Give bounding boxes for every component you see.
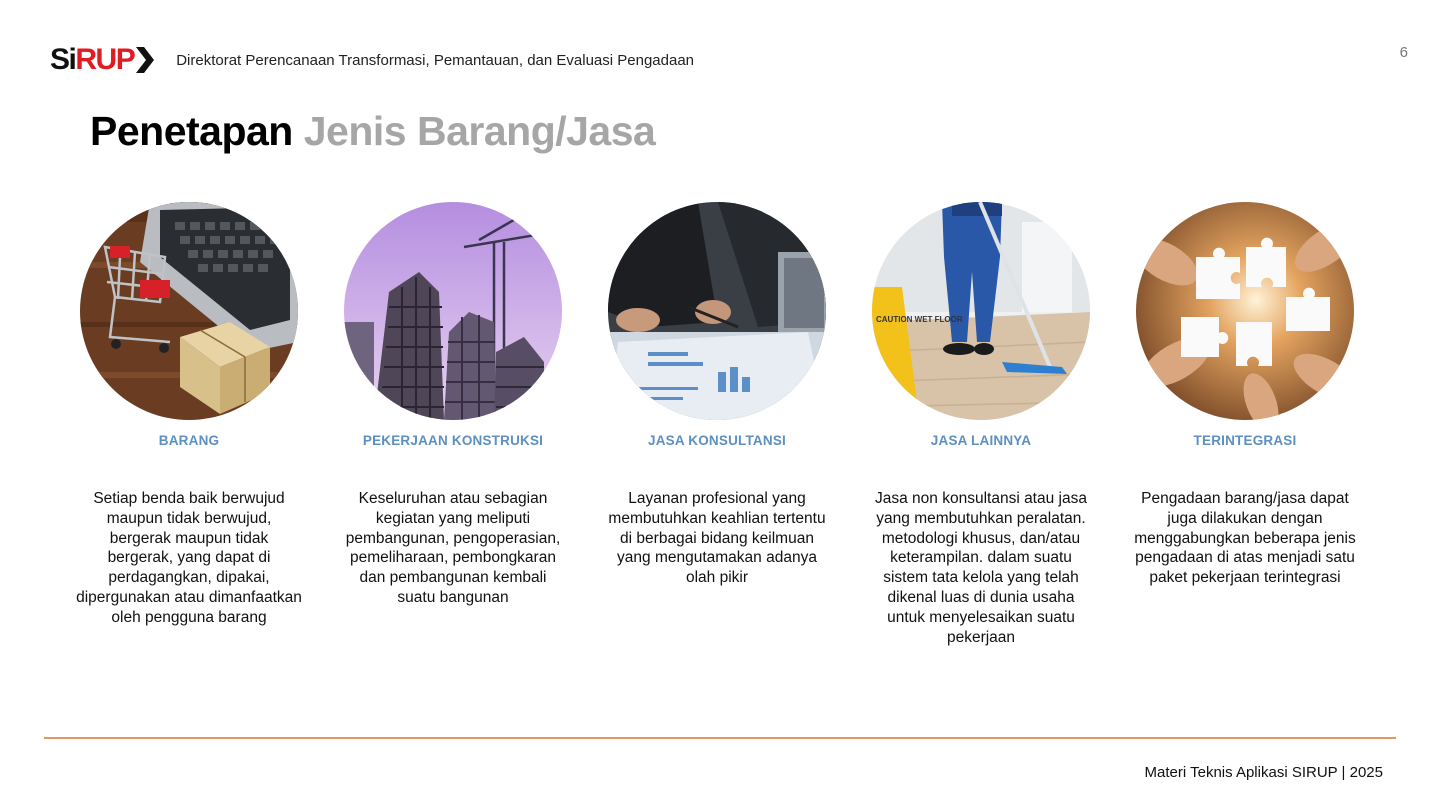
terintegrasi-image	[1136, 202, 1354, 420]
card-label: PEKERJAAN KONSTRUKSI	[362, 433, 544, 448]
card-terintegrasi	[1113, 202, 1377, 647]
logo-text-si: Si	[50, 43, 76, 76]
caution-sign-text: CAUTION WET FLOOR	[876, 315, 963, 324]
jasa-lainnya-image	[872, 202, 1090, 420]
card-label: BARANG	[158, 433, 220, 448]
card-description: Keseluruhan atau sebagian kegiatan yang meliputi pembangunan, pengoperasian, pemeliharaan, pembongkaran dan pembangunan kembali suatu bangunan	[345, 490, 561, 606]
konstruksi-image	[344, 202, 562, 420]
card-description: Setiap benda baik berwujud maupun tidak berwujud, bergerak maupun tidak bergerak, yang dapat di perdagangkan, dipakai, dipergunakan atau dimanfaatkan oleh pengguna barang	[76, 490, 302, 626]
card-label: JASA KONSULTANSI	[648, 433, 786, 448]
title-part-2: Jenis Barang/Jasa	[303, 108, 656, 154]
card-jasa-konsultansi	[585, 202, 849, 647]
logo-text-rup: RUP	[75, 43, 135, 76]
page-number: 6	[1399, 44, 1408, 61]
card-pekerjaan-konstruksi	[321, 202, 585, 647]
card-description: Pengadaan barang/jasa dapat juga dilakukan dengan menggabungkan beberapa jenis pengadaan di atas menjadi satu paket pekerjaan terintegrasi	[1134, 490, 1356, 587]
footer-divider	[44, 737, 1396, 739]
barang-image	[80, 202, 298, 420]
card-label: TERINTEGRASI	[1193, 433, 1297, 448]
category-cards	[57, 202, 1377, 647]
header	[50, 44, 694, 76]
card-jasa-lainnya	[849, 202, 1113, 647]
organization-name: Direktorat Perencanaan Transformasi, Pemantauan, dan Evaluasi Pengadaan	[176, 51, 695, 69]
konsultansi-image	[608, 202, 826, 420]
logo-chevron-icon	[136, 47, 154, 73]
card-label: JASA LAINNYA	[930, 433, 1032, 448]
card-description: Layanan profesional yang membutuhkan keahlian tertentu di berbagai bidang keilmuan yang mengutamakan adanya olah pikir	[608, 490, 826, 587]
footer-text: Materi Teknis Aplikasi SIRUP | 2025	[1144, 764, 1383, 781]
title-part-1: Penetapan	[90, 108, 293, 154]
card-barang	[57, 202, 321, 647]
sirup-logo[interactable]	[50, 44, 154, 76]
card-description: Jasa non konsultansi atau jasa yang membutuhkan peralatan. metodologi khusus, dan/atau keterampilan. dalam suatu sistem tata kelola yang telah dikenal luas di dunia usaha untuk menyelesaikan suatu pekerjaan	[875, 490, 1087, 646]
page-title	[90, 108, 655, 155]
